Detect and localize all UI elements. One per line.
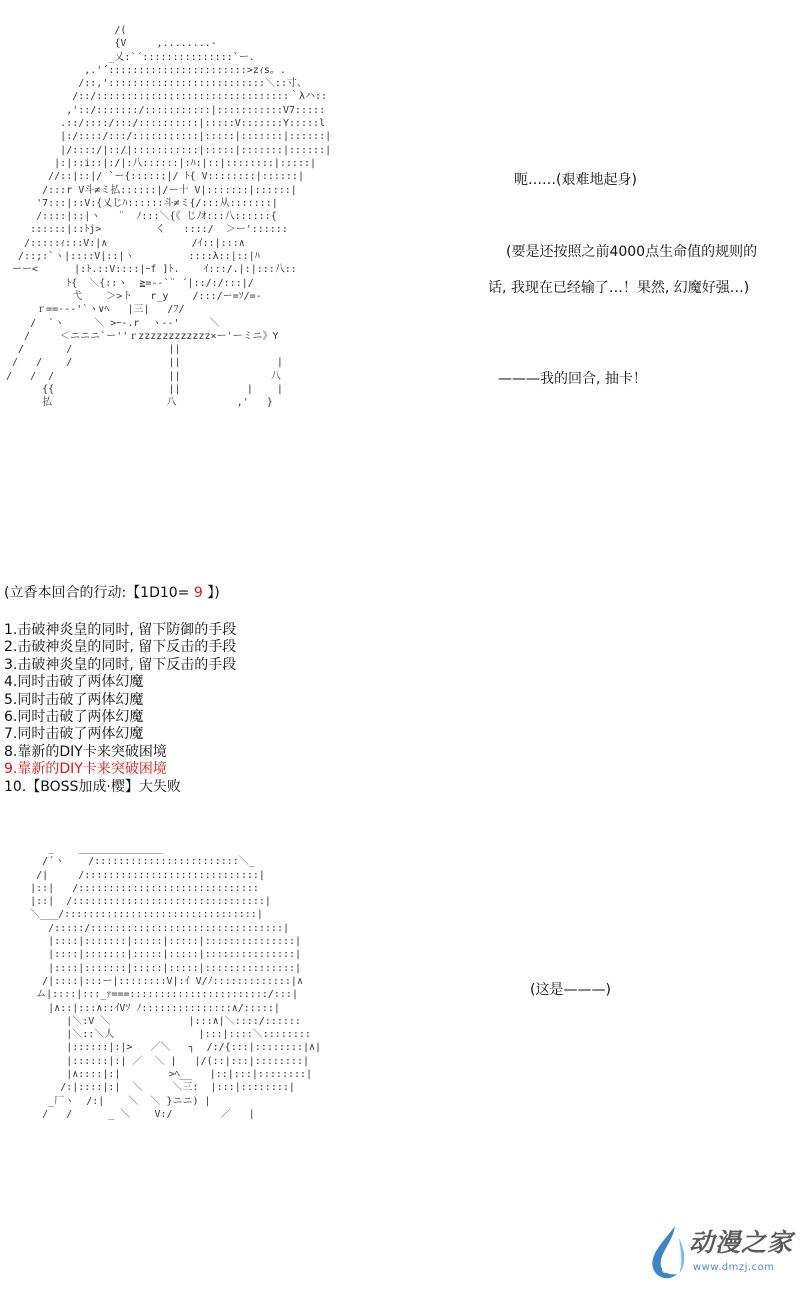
- choice-item: 7.同时击破了两体幻魔: [4, 726, 144, 743]
- dialog-line-1: 呃……(艰难地起身): [514, 172, 637, 188]
- ascii-art-top: /( {V ,........- _乂:`´:::::::::::::::`ー. ,.'´:::::::::::::::::::::::>zｨs。. /::,'::::::::::::::::::::::::::＼::寸、 /::/::::::::::::::::::::::::::::::::｀λハ:: ,'::/:::::::/:::::::::::|:::::::::::V7::::: .::/::::/:::/::::::::::|:::::V:::::::Y:::::l |:/::::/:::/:::::::::::|:::::|:::::::|::::::| |/::::/|::/|:::::::::::|:::::|:::::::|::::::| |:|::i::|:/|:八::::::|:ﾊ:|::|::::::::|:::::| //::|::|/ `ー{::::::|/ ﾄ{ V::::::::|::::::| /:::r V斗≠ミ払::::::|/ー十 V|:::::::|::::::| '7:::|::V:{乂じﾊ::::::斗≠ミ{/:::从:::::::| /::::|::|ヽ ¨ ﾉ:::＼{《 じﾉｵ:::八::::::{ ::::::|::ﾄj> く ::::/ ＞ー':::::: /:::::ｨ:::V:|∧ /ｲ::|:::∧ /::;:`ヽ|::::V|::|ヽ ::::λ::|::|ﾊ ーー< |:ﾄ.::V::::|ｰf ]ﾄ. ｲ:::/.|:|:::八:: ﾄ{ ＼{::ヽ ≧=-‐`¨ ´|::/:/:::|/ 弋 ＞>ト r_y /:::/ー=ｿ/=- ｒ==--‐'`ヽ∨ﾍ |三| /ﾌ/ / `ヽ ＼ >ｰ-.r ヽ-‐' ＼ / ＜ニニニ`ー''ｒzzzzzzzzzzzz×ー'ーミニ》Y / / || / / / || | / / / || 八 {{ || | | 払 八 ,' }: [6, 25, 332, 409]
- choice-item: 6.同时击破了两体幻魔: [4, 709, 144, 726]
- action-roll-suffix: 】): [202, 585, 220, 601]
- action-roll-value: 9: [193, 585, 203, 601]
- logo-name: 动漫之家: [689, 1228, 794, 1257]
- dialog-line-2a: (要是还按照之前4000点生命值的规则的: [506, 244, 758, 260]
- dialog-line-3: ———我的回合, 抽卡！: [498, 371, 647, 387]
- choice-item: 2.击破神炎皇的同时, 留下反击的手段: [4, 639, 237, 656]
- site-logo: [645, 1224, 795, 1286]
- choice-item: 5.同时击破了两体幻魔: [4, 691, 144, 708]
- choice-item: 4.同时击破了两体幻魔: [4, 674, 144, 691]
- choice-item: 8.靠新的DIY卡来突破困境: [4, 743, 167, 760]
- choice-item: 1.击破神炎皇的同时, 留下防御的手段: [4, 622, 237, 638]
- droplet-icon: [645, 1224, 689, 1284]
- dialog-line-2b: 话, 我现在已经输了…！果然, 幻魔好强…): [488, 280, 750, 296]
- choice-item: 3.击破神炎皇的同时, 留下反击的手段: [4, 656, 237, 673]
- action-roll-line: [4, 583, 220, 603]
- ascii-art-bottom: _ ______________ /´ヽ /::::::::::::::::::::::::＼_ /| /:::::::::::::::::::::::::::::| |::| /:::::::::::::::::::::::::::::: |::| /::::::::::::::::::::::::::::::::| ＼___/::::::::::::::::::::::::::::::::| /:::::/::::::::::::::::::::::::::::::::| |::::|:::::::|:::::|:::::|:::::::::::::::| |::::|:::::::|:::::|:::::|:::::::::::::::| |::::|:::::::|:::::|:::::|:::::::::::::::| /|::::|:::ー|::::::::V|:ｲ V/ﾉ:::::::::::::|∧ ム|::::|:::_ｧ===:::::::::::::::::::::::/:::| |∧::|:::∧::ｲVｿ ﾉ:::::::::::::::∧/:::::| |＼:V ＼ |:::∧|＼::::/:::::: |＼::＼人 |:::|::::＼:::::::: |::::::|:|> ／＼ ┐ /:/{:::|::::::::|∧| |::::::|:| ／ ＼ | |/(::|:::|::::::::| |∧::::|:| >ﾍ__ |::|:::|::::::::| /:|::::|:| ＼ ＼三: |:::|::::::::| _厂ヽ /:| ＼ ＼ }ニニ) | / / _ ＼ V:/ ／ |: [30, 843, 322, 1120]
- logo-url: www.dmzj.com: [693, 1262, 775, 1273]
- choice-item-selected: 9.靠新的DIY卡来突破困境: [4, 761, 167, 778]
- dialog-line-4: (这是———): [530, 982, 611, 998]
- choice-item: 10.【BOSS加成·樱】大失败: [4, 778, 181, 795]
- action-roll-prefix: (立香本回合的行动:【1D10=: [4, 585, 194, 601]
- choice-list: [4, 622, 236, 796]
